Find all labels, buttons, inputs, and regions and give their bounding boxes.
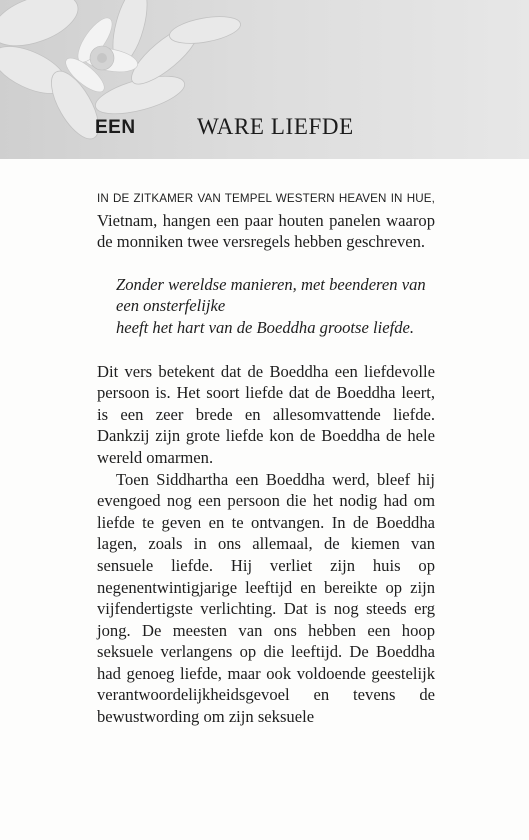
chapter-number: EEN xyxy=(95,117,136,138)
body-paragraph: Dit vers betekent dat de Boeddha een liefdevolle persoon is. Het soort liefde dat de Boeddha leert, is een zeer brede en allesomvattende liefde. Dankzij zijn grote liefde kon de Boeddha de hele wereld omarmen. xyxy=(97,361,435,467)
lead-caps: IN DE ZITKAMER VAN TEMPEL WESTERN HEAVEN IN HUE, xyxy=(97,192,435,205)
chapter-header xyxy=(0,0,529,159)
page-body xyxy=(97,186,435,728)
verse-quote xyxy=(116,274,435,339)
intro-paragraph xyxy=(97,186,435,253)
body-paragraph: Toen Siddhartha een Boeddha werd, bleef hij evengoed nog een persoon die het nodig had om liefde te geven en te ontvangen. In de Boeddha lagen, zoals in ons allemaal, de kiemen van sensuele liefde. Hij verliet zijn huis op negenentwintigjarige leeftijd en bereikte op zijn vijfendertigste verlichting. Dat is nog steeds erg jong. De meesten van ons hebben een hoop seksuele verlangens op die leeftijd. De Boeddha had genoeg liefde, maar ook voldoende geestelijk verantwoordelijkheidsgevoel en tevens de bewustwording om zijn seksuele xyxy=(97,469,435,727)
verse-line: heeft het hart van de Boeddha grootse liefde. xyxy=(116,317,414,337)
intro-rest: Vietnam, hangen een paar houten panelen waarop de monniken twee versregels hebben geschreven. xyxy=(97,210,435,252)
verse-line: Zonder wereldse manieren, met beenderen van xyxy=(116,274,426,294)
chapter-title: WARE LIEFDE xyxy=(197,114,354,139)
verse-line: een onsterfelijke xyxy=(116,296,226,316)
